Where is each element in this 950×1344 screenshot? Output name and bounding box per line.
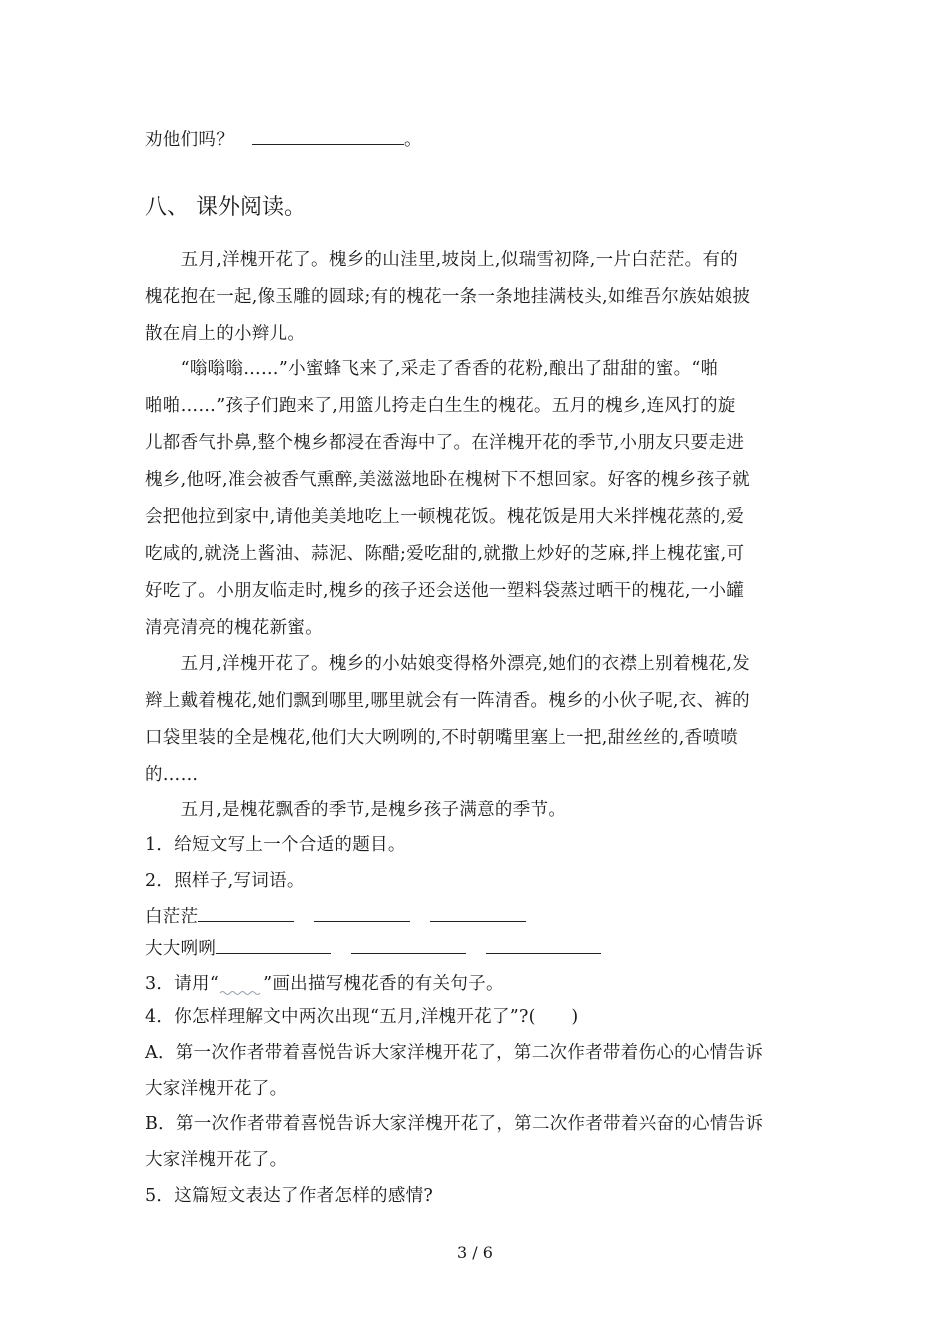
option-a-continued: 大家洋槐开花了。 [145,1079,288,1099]
word-blank[interactable] [351,935,466,954]
word-blank[interactable] [216,935,331,954]
passage-line: 五月,洋槐开花了。槐乡的小姑娘变得格外漂亮,她们的衣襟上别着槐花,发 [145,654,750,674]
passage-line: 五月,是槐花飘香的季节,是槐乡孩子满意的季节。 [145,800,567,820]
question-2: 2．照样子,写词语。 [145,871,305,891]
passage-line: 口袋里装的全是槐花,他们大大咧咧的,不时朝嘴里塞上一把,甜丝丝的,香喷喷 [145,728,739,748]
previous-question-tail: 劝他们吗？ 。 [145,126,422,151]
passage-line: 吃咸的,就浇上酱油、蒜泥、陈醋;爱吃甜的,就撒上炒好的芝麻,拌上槐花蜜,可 [145,544,745,564]
passage-line: 清亮清亮的槐花新蜜。 [145,618,323,638]
passage-line: 好吃了。小朋友临走时,槐乡的孩子还会送他一塑料袋蒸过晒干的槐花,一小罐 [145,581,745,601]
passage-line: 散在肩上的小辫儿。 [145,324,306,344]
question-3: 3．请用“ ”画出描写槐花香的有关句子。 [145,974,504,994]
option-b[interactable]: B．第一次作者带着喜悦告诉大家洋槐开花了，第二次作者带着兴奋的心情告诉 [145,1114,764,1134]
passage-line: 槐花抱在一起,像玉雕的圆球;有的槐花一条一条地挂满枝头,如维吾尔族姑娘披 [145,287,751,307]
section-title: 八、 课外阅读。 [145,195,306,220]
passage-line: 啪啪……”孩子们跑来了,用篮儿挎走白生生的槐花。五月的槐乡,连风打的旋 [145,396,736,416]
question-4: 4．你怎样理解文中两次出现“五月,洋槐开花了”?( ) [145,1007,579,1027]
answer-blank[interactable] [252,126,404,145]
question-1: 1．给短文写上一个合适的题目。 [145,835,406,855]
passage-line: 辫上戴着槐花,她们飘到哪里,哪里就会有一阵清香。槐乡的小伙子呢,衣、裤的 [145,691,750,711]
passage-line: 的…… [145,765,199,785]
passage-line: 会把他拉到家中,请他美美地吃上一顿槐花饭。槐花饭是用大米拌槐花蒸的,爱 [145,507,745,527]
option-a[interactable]: A．第一次作者带着喜悦告诉大家洋槐开花了，第二次作者带着伤心的心情告诉 [145,1043,764,1063]
passage-line: 儿都香气扑鼻,整个槐乡都浸在香海中了。在洋槐开花的季节,小朋友只要走进 [145,433,745,453]
option-b-continued: 大家洋槐开花了。 [145,1150,288,1170]
question-2-row-2: 大大咧咧 [145,935,601,960]
question-5: 5．这篇短文表达了作者怎样的感情? [145,1186,434,1206]
word-blank[interactable] [486,935,601,954]
page-number: 3 / 6 [457,1243,493,1262]
word-blank[interactable] [198,903,294,922]
passage-line: “嗡嗡嗡……”小蜜蜂飞来了,采走了香香的花粉,酿出了甜甜的蜜。“啪 [145,359,719,379]
wavy-underline-icon [219,985,263,995]
word-blank[interactable] [430,903,526,922]
passage-line: 五月,洋槐开花了。槐乡的山洼里,坡岗上,似瑞雪初降,一片白茫茫。有的 [145,250,739,270]
word-blank[interactable] [314,903,410,922]
question-2-row-1: 白茫茫 [145,903,526,928]
passage-line: 槐乡,他呀,准会被香气熏醉,美滋滋地卧在槐树下不想回家。好客的槐乡孩子就 [145,470,750,490]
